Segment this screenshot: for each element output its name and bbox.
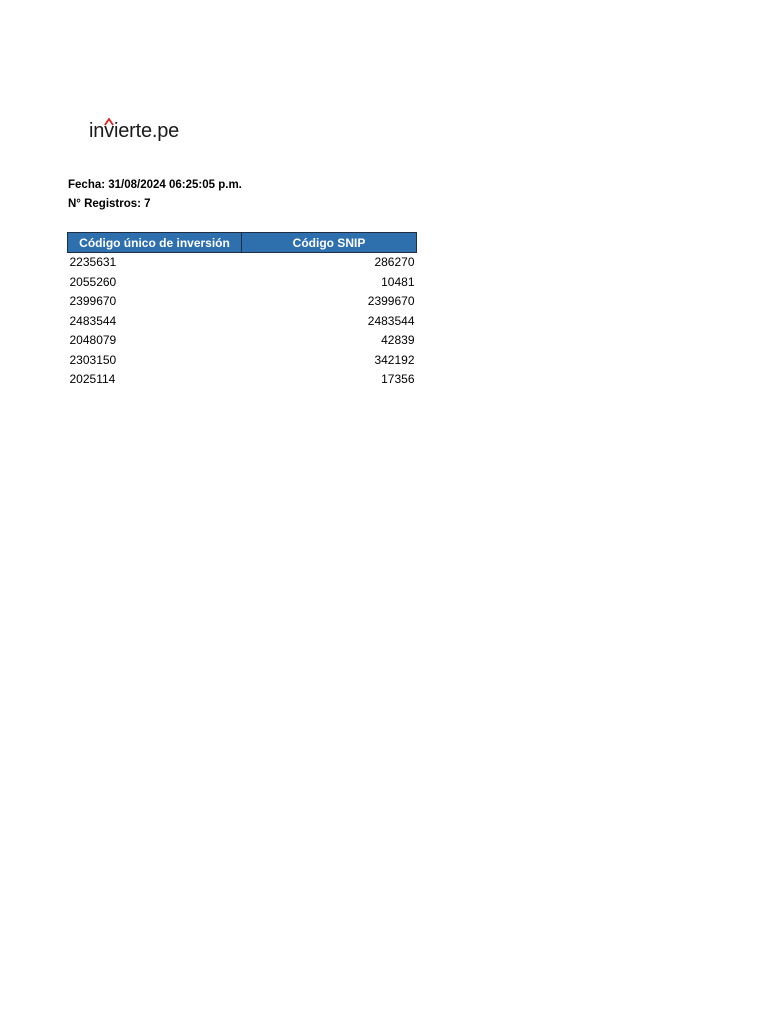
investment-table — [67, 232, 417, 390]
cell-codigo-snip: 342192 — [374, 352, 415, 367]
cell-codigo-unico: 2055260 — [69, 274, 117, 289]
table-row — [68, 331, 417, 351]
registros-count: N° Registros: 7 — [68, 198, 151, 210]
table-row — [68, 370, 417, 390]
logo-text: invierte.pe — [89, 120, 180, 142]
cell-codigo-unico: 2483544 — [69, 313, 117, 328]
cell-codigo-unico: 2303150 — [69, 352, 117, 367]
header-codigo-unico: Código único de inversión — [68, 233, 242, 253]
cell-codigo-snip: 2483544 — [367, 313, 415, 328]
cell-codigo-snip: 10481 — [381, 274, 415, 289]
table-row — [68, 292, 417, 312]
cell-codigo-unico: 2025114 — [69, 372, 116, 386]
table-row — [68, 312, 417, 332]
cell-codigo-snip: 17356 — [381, 372, 415, 386]
cell-codigo-snip: 286270 — [374, 255, 415, 269]
fecha-label: Fecha: 31/08/2024 06:25:05 p.m. — [68, 179, 242, 191]
cell-codigo-unico: 2399670 — [69, 294, 117, 308]
table-header-row — [68, 233, 417, 253]
table-row — [68, 273, 417, 293]
table-row — [68, 351, 417, 371]
table-row — [68, 253, 417, 273]
cell-codigo-snip: 42839 — [381, 333, 415, 347]
cell-codigo-snip: 2399670 — [367, 294, 415, 308]
cell-codigo-unico: 2235631 — [69, 255, 117, 269]
header-codigo-snip: Código SNIP — [242, 233, 417, 253]
cell-codigo-unico: 2048079 — [69, 333, 117, 347]
